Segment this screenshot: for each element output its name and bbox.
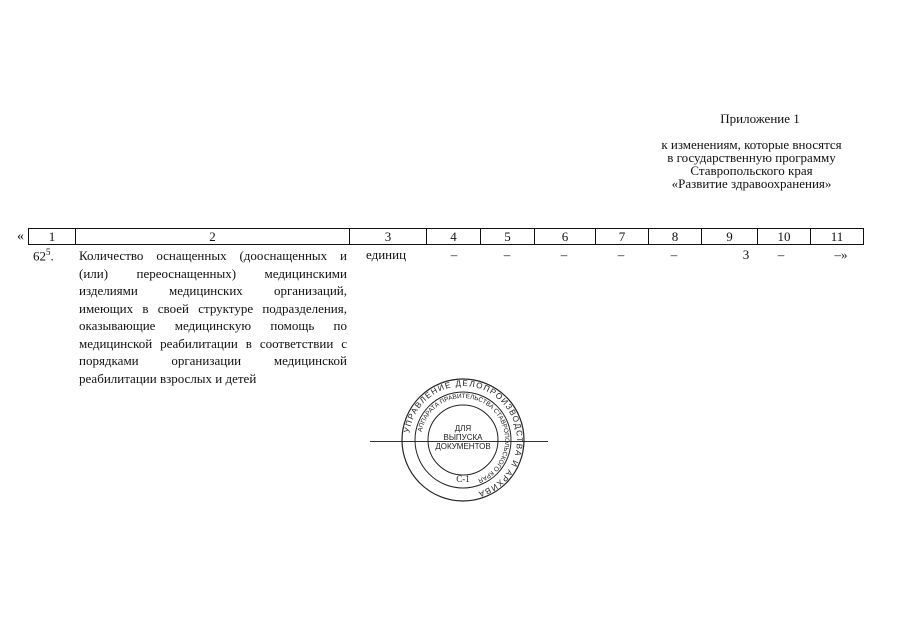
appendix-line-1: к изменениям, которые вносятся [661,137,842,152]
stamp-center-line-3: ДОКУМЕНТОВ [435,442,491,451]
column-header-8: 8 [649,229,702,245]
stamp-center-line-2: ВЫПУСКА [443,433,483,442]
appendix-title: Приложение 1 [720,111,800,126]
column-header-3: 3 [350,229,427,245]
stamp-outer-text: УПРАВЛЕНИЕ ДЕЛОПРОИЗВОДСТВА И АРХИВА [402,378,525,499]
column-header-7: 7 [596,229,649,245]
column-header-10: 10 [758,229,811,245]
stamp-code: С-1 [456,474,470,484]
row-value-col10: – [777,247,785,262]
column-header-5: 5 [481,229,535,245]
row-value-col4: – [450,247,458,262]
appendix-subtitle [600,138,863,190]
row-value-col7: – [617,247,625,262]
appendix-line-3: Ставропольского края [690,163,813,178]
stamp-inner-text: АППАРАТА ПРАВИТЕЛЬСТВА СТАВРОПОЛЬСКОГО КРАЯ [416,392,511,484]
stamp-center-line-1: ДЛЯ [454,424,472,433]
row-number-main: 62 [33,248,46,264]
row-number-suffix: . [50,248,54,264]
row-value-col5: – [503,247,511,262]
column-header-4: 4 [427,229,481,245]
row-value-col9: 3 [742,247,750,262]
appendix-line-2: в государственную программу [667,150,836,165]
column-header-11: 11 [811,229,864,245]
column-header-table [28,228,864,245]
row-number-superscript: 5 [46,247,51,257]
row-description: Количество оснащенных (дооснащенных и (или) переоснащенных) медицинскими изделиями медицинских организаций, имеющих в своей структуре подразделения, оказывающие медицинскую помощь по медицинской реабилитации в соответствии с порядками организации медицинской реабилитации взрослых и детей [79,248,347,386]
row-value-col8: – [670,247,678,262]
row-value-col6: – [560,247,568,262]
row-value-col11: –» [834,247,848,262]
appendix-line-4: «Развитие здравоохранения» [671,176,832,191]
row-unit: единиц [366,247,407,262]
column-header-6: 6 [535,229,596,245]
table-open-quote: « [17,229,24,244]
official-stamp [401,378,525,502]
column-header-row [29,229,864,245]
column-header-1: 1 [29,229,76,245]
row-number [33,247,54,264]
column-header-9: 9 [702,229,758,245]
column-header-2: 2 [76,229,350,245]
